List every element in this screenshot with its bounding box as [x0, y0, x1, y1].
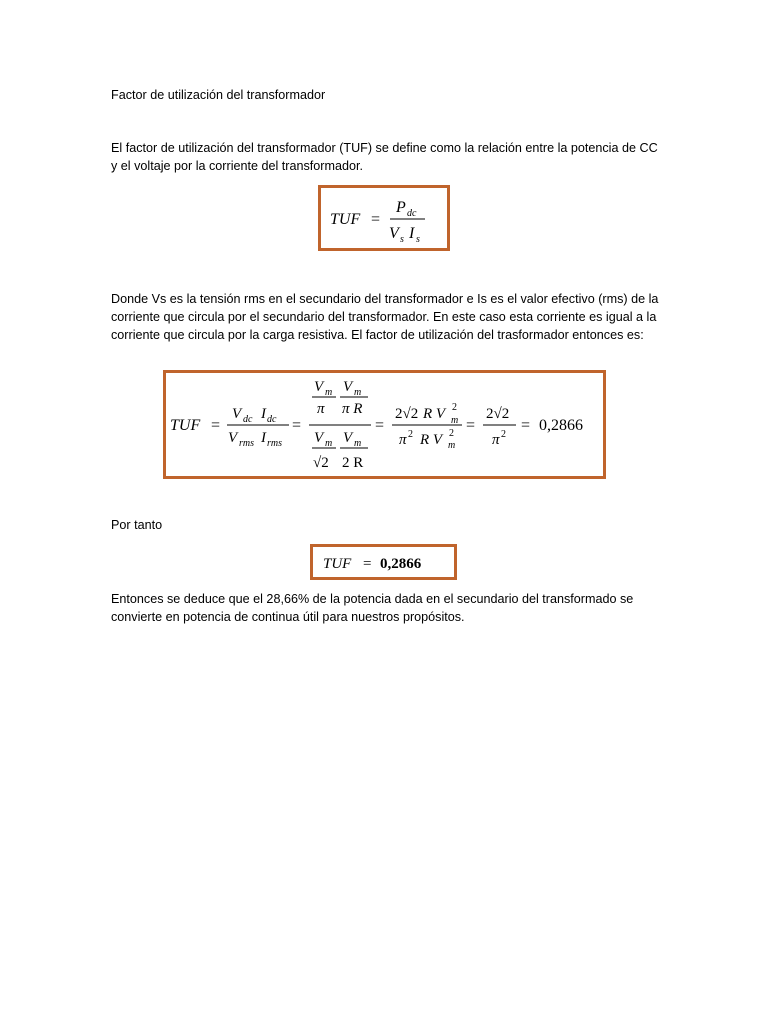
t2-vm-1-sub: m — [325, 387, 333, 398]
t2-vm-2: V — [343, 379, 353, 395]
formula-numerator: P — [396, 199, 406, 216]
paragraph-conclusion: Entonces se deduce que el 28,66% de la potencia dada en el secundario del transformado se convierte en potencia de continua útil para nuestros propósitos. — [111, 592, 634, 624]
formula-equals: = — [371, 211, 381, 228]
t1-den-i-sub: rms — [267, 438, 283, 449]
formula-equals: = — [466, 417, 476, 434]
t3-den-sub: m — [448, 440, 456, 451]
formula-result: 0,2866 — [380, 556, 422, 572]
formula-lhs: TUF — [170, 417, 201, 434]
paragraph-explanation: Donde Vs es la tensión rms en el secundario del transformador e Is es el valor efectivo (rms) de la corriente que circula por el secundario del transformador. En este caso esta corriente es igual a la corriente que circula por la carga resistiva. El factor de utilización del trasformador entonces es: — [111, 292, 659, 342]
t4-num: 2√2 — [486, 406, 510, 422]
t1-num-i-sub: dc — [267, 414, 277, 425]
t2-sqrt2: √2 — [313, 455, 329, 471]
formula-result: 0,2866 — [539, 417, 583, 434]
formula-equals: = — [292, 417, 302, 434]
t3-num-a: 2√2 — [395, 406, 419, 422]
t1-num-v: V — [232, 406, 242, 422]
t3-den-pi: π — [399, 432, 407, 448]
t4-den-sup: 2 — [501, 429, 506, 440]
t1-den-v-sub: rms — [239, 438, 255, 449]
formula-box-definition — [318, 185, 450, 251]
formula-box-result — [310, 544, 457, 580]
t3-den-b: R V — [420, 432, 443, 448]
formula-equals: = — [211, 417, 221, 434]
paragraph-therefore: Por tanto — [111, 518, 163, 532]
t1-den-i: I — [261, 430, 266, 446]
t1-num-v-sub: dc — [243, 414, 253, 425]
t2-pi-r: π R — [342, 401, 363, 417]
t2-pi: π — [317, 401, 325, 417]
formula-lhs: TUF — [323, 556, 352, 572]
formula-den-i: I — [409, 225, 415, 242]
t2-vm-3: V — [314, 430, 324, 446]
t1-num-i: I — [261, 406, 266, 422]
formula-den-v: V — [389, 225, 399, 242]
formula-definition — [321, 188, 447, 248]
formula-den-i-sub: s — [416, 234, 420, 245]
formula-numerator-sub: dc — [407, 208, 417, 219]
t3-den-sup: 2 — [449, 428, 454, 439]
t2-vm-2-sub: m — [354, 387, 362, 398]
formula-result-final — [313, 547, 454, 577]
formula-den-v-sub: s — [400, 234, 404, 245]
t3-num-sup: 2 — [452, 402, 457, 413]
t2-two-r: 2 R — [342, 455, 364, 471]
paragraph-definition: El factor de utilización del transformador (TUF) se define como la relación entre la potencia de CC y el voltaje por la corriente del transformador. — [111, 141, 658, 173]
formula-equals: = — [521, 417, 531, 434]
t2-vm-4-sub: m — [354, 438, 362, 449]
t4-den: π — [492, 432, 500, 448]
t2-vm-3-sub: m — [325, 438, 333, 449]
t2-vm-1: V — [314, 379, 324, 395]
t3-num-sub: m — [451, 415, 459, 426]
t1-den-v: V — [228, 430, 238, 446]
formula-equals: = — [363, 556, 372, 572]
formula-equals: = — [375, 417, 385, 434]
formula-box-derivation — [163, 370, 606, 479]
document-title: Factor de utilización del transformador — [111, 88, 326, 102]
formula-lhs: TUF — [330, 211, 361, 228]
t3-num-b: R V — [423, 406, 446, 422]
formula-derivation — [166, 373, 603, 476]
t3-den-pi-sup: 2 — [408, 429, 413, 440]
t2-vm-4: V — [343, 430, 353, 446]
